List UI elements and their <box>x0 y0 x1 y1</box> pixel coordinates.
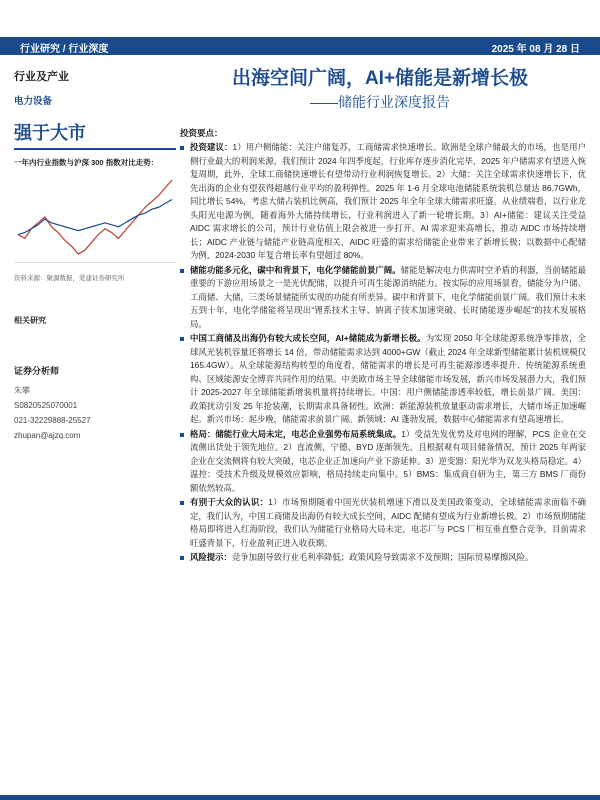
bullet-square-icon <box>180 146 184 150</box>
bullet-head: 储能功能多元化，碳中和背景下，电化学储能前景广阔。 <box>190 264 401 275</box>
bullet-square-icon <box>180 501 184 505</box>
bullet-head: 有别于大众的认识： <box>190 497 269 507</box>
analyst-heading: 证券分析师 <box>14 366 60 376</box>
list-item <box>180 428 586 496</box>
list-item <box>180 496 586 550</box>
bullet-text: 储能是解决电力供需时空矛盾的利器，当前储能最重要的下游应用场景之一是光伏配储，以提升可再生能源消纳能力。按实际的应用场景看，储能分为户储、工商储、大储，三类场景储能所实现的功能有所差异。碳中和背景下，电化学储能前景广阔。我们预计未来五到十年，电化学储能将呈现出“锂系技术主导、钠离子技术加速突破、长时储能逐步崛起”的技术发展格局。 <box>190 264 587 329</box>
series-line-0 <box>18 180 172 254</box>
list-item <box>180 332 586 427</box>
bullet-text: 为实现 2050 年全球能源系统净零排放，全球风光装机容量还将增长 14 倍，带动储能需求达到 4000+GW（截止 2024 年全球新型储能累计装机规模仅 165.4GW）。从全球能源结构转型的角度看，储能需求的增长是可再生能源渗透率提升、传统能源系统重构、区域能源安全博弈共同作用的结果。中美欧市场主导全球储能市场发展，新兴市场发展潜力大，我们预计 2025-2027 年全球储能新增装机量将持续增长。中国：用户侧储能渗透率较低，增长前景广阔。美国：政策扰动引发 25 年抢装潮，长期需求具备韧性。欧洲：新能源装机放量驱动需求增长，大储市场正加速崛起。新兴市场：起步晚，储能需求前景广阔。新领域：AI 蓬勃发展，数据中心储能需求有望高速增长。 <box>190 333 586 424</box>
chart-source: 资料来源：聚源数据，爱建证券研究所 <box>14 275 125 282</box>
analyst-email[interactable]: zhupan@ajzq.com <box>14 431 81 440</box>
bullet-text: 竞争加剧导致行业毛利率降低；政策风险导致需求不及预期；国际贸易摩擦风险。 <box>231 552 534 562</box>
analyst-info <box>14 383 176 443</box>
bullet-square-icon <box>180 337 184 341</box>
index-comparison-chart <box>14 172 176 263</box>
bullet-text: 1）市场预期随着中国光伏装机增速下滑以及美国政策变动，全球储能需求面临不确定，我们认为，中国工商储及出海仍有较大成长空间，AIDC 配储有望成为行业新增长极。2）市场预期储能格局即将进入红海阶段，我们认为储能行业格局大局未定，电芯厂与 PCS 厂相互垂直整合竞争，目前需求旺盛背景下，行业盈利正进入收获期。 <box>190 497 587 548</box>
sector-label: 电力设备 <box>14 96 53 107</box>
highlights-heading: 投资要点： <box>180 128 223 138</box>
rating-label: 强于大市 <box>14 123 86 143</box>
bullet-head: 中国工商储及出海仍有较大成长空间，AI+储能成为新增长极。 <box>190 333 426 343</box>
list-item <box>180 264 586 332</box>
bullet-square-icon <box>180 433 184 437</box>
analyst-phone: 021-32229888-25527 <box>14 416 91 425</box>
bullet-head: 风险提示： <box>190 552 232 562</box>
bullet-square-icon <box>180 269 184 273</box>
rating-divider <box>14 148 176 150</box>
sidebar <box>14 68 176 443</box>
industry-label: 行业及产业 <box>14 71 69 83</box>
footer-bar <box>0 795 600 800</box>
bullet-text: 1）受益先发优势及对电网的理解，PCS 企业在交流侧出货处于领先地位。2）直流侧，宁德、BYD 逐渐领先，且根据观有项目储备情况，预计 2025 年两家企业在交流侧将有较大突破，电芯企业正加速向产业下游延伸。3）逆变器：阳光华为双龙头格局稳定。4）温控：受技术升级及规模效应影响，格局持续走向集中。5）BMS：集成商自研为主，第三方 BMS 厂商份额依然较高。 <box>190 428 586 493</box>
report-category: 行业研究 / 行业深度 <box>20 44 109 55</box>
bullet-head: 投资建议： <box>190 142 233 152</box>
list-item <box>180 551 586 565</box>
report-subtitle: ——储能行业深度报告 <box>310 94 450 110</box>
bullet-text: 1）用户侧储能：关注户储复苏，工商储需求快速增长。欧洲是全球户储最大的市场，也是用户侧行业最大的利润来源，我们预计 2024 年四季度起，行业库存逐步消化完毕，2025 年户储需求有望进入恢复周期，此外，全球工商储快速增长有望带动行业利润恢复增长。2）大储：关注全球需求快速增长下，优先出海的企业有望获得超越行业平均的盈利弹性。2025 年 1-6 月全球电池储能系统装机总量达 86.7GWh，同比增长 54%，考虑大储占装机比例高，我们预计 2025 年全年全球大储需求旺盛。从业绩端看，以行业龙头阳光电源为例，随着海外大储持续增长，行业利润进入了新一轮增长期。3）AI+储能：建议关注受益 AIDC 需求增长的公司，预计行业估值上限会被进一步打开。AI 需求迎来高增长，推动 AIDC 市场持续增长；AIDC 产业链与储能产业链高度相关，AIDC 旺盛的需求给储能企业带来了新增长极；以数据中心配储为例，2024-2030 年复合增长率有望超过 80%。 <box>190 142 587 260</box>
list-item <box>180 141 586 263</box>
report-title: 出海空间广阔，AI+储能是新增长极 <box>231 68 529 89</box>
analyst-name: 朱攀 <box>14 386 30 395</box>
chart-title: 一年内行业指数与沪深 300 指数对比走势： <box>14 158 159 167</box>
bullet-head: 格局：储能行业大局未定，电芯企业强势布局系统集成。 <box>190 428 402 439</box>
bullet-square-icon <box>180 556 184 560</box>
related-research-heading: 相关研究 <box>14 316 46 325</box>
investment-highlights <box>180 127 586 565</box>
analyst-id: S0820525070001 <box>14 401 78 410</box>
report-date: 2025 年 08 月 28 日 <box>491 44 580 55</box>
header-bar <box>0 37 600 55</box>
